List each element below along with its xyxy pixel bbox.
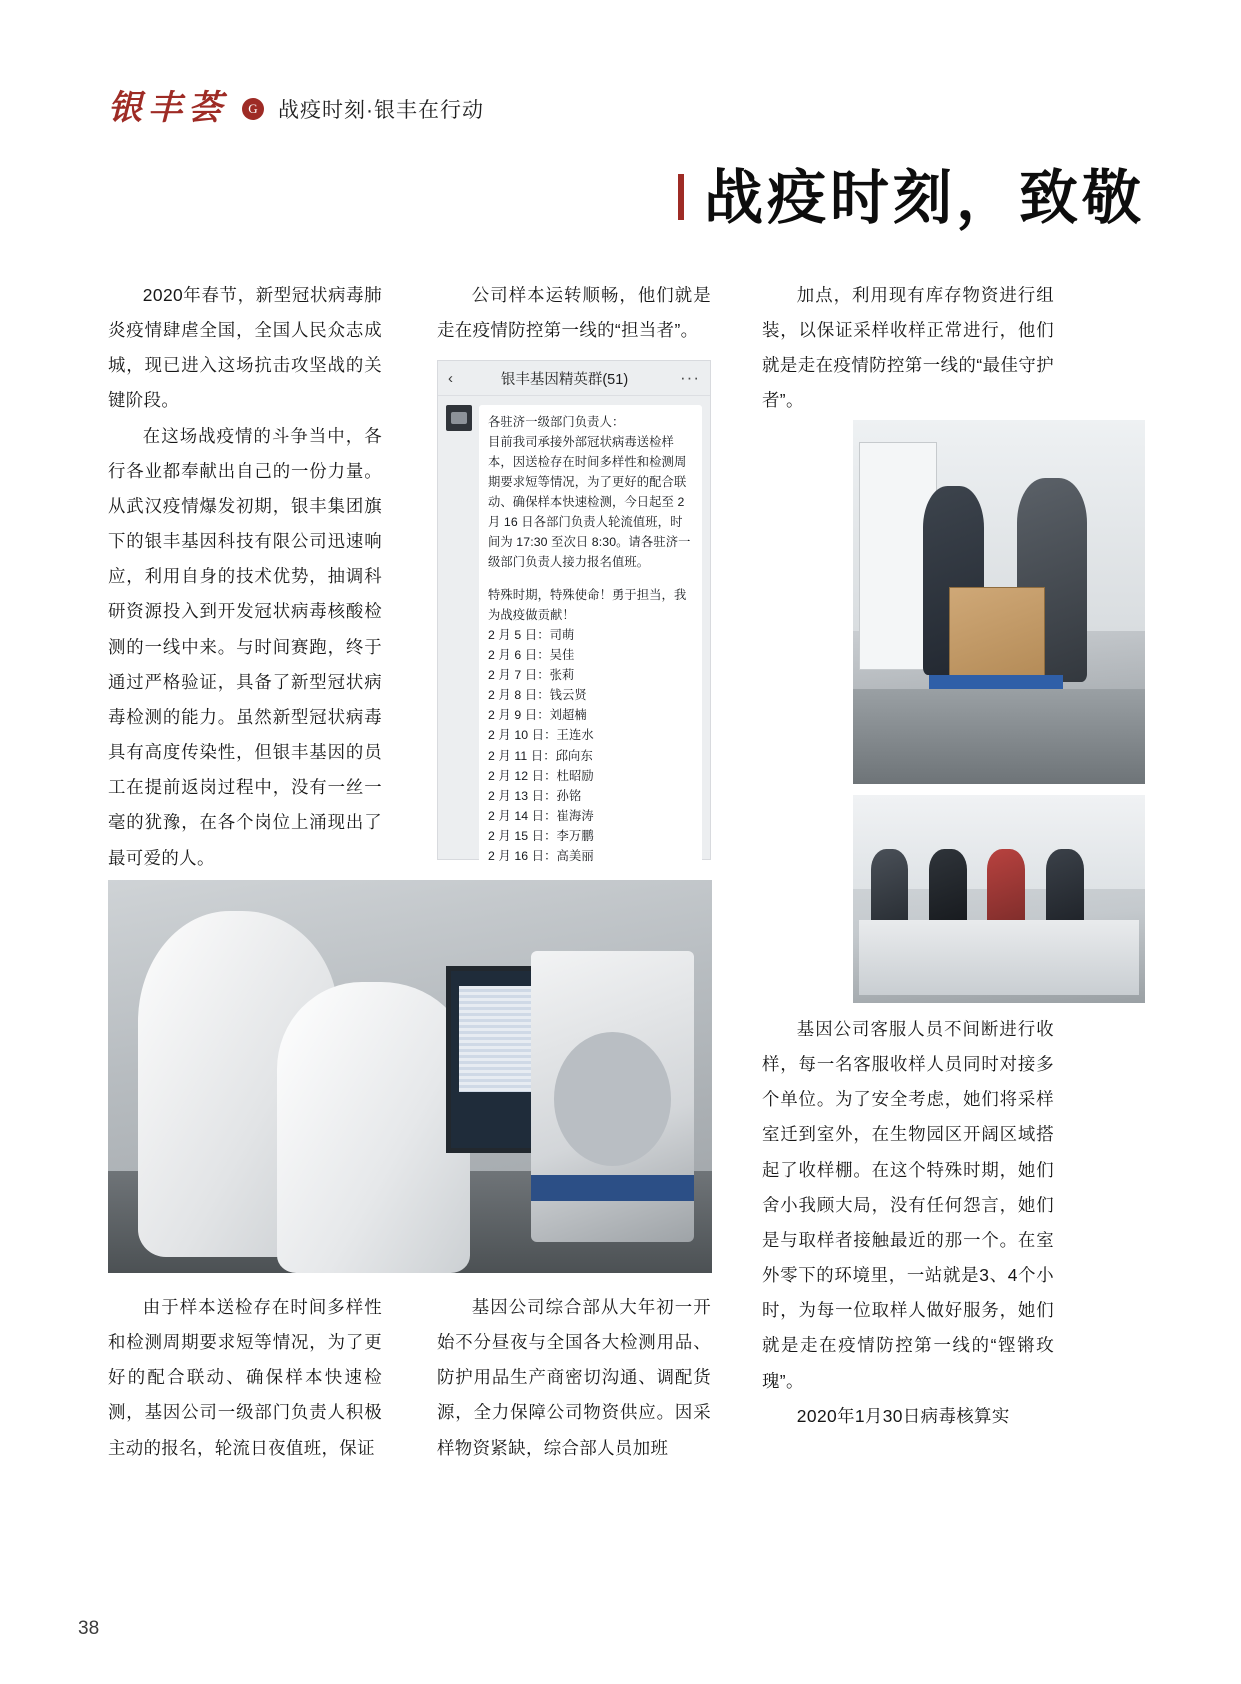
message-body: 目前我司承接外部冠状病毒送检样本，因送检存在时间多样性和检测周期要求短等情况，为了更好的配合联动、确保样本快速检测，今日起至 2 月 16 日各部门负责人轮流值班，时间为 17:30 至次日 8:30。请各驻济一级部门负责人接力报名值班。: [488, 435, 691, 570]
paragraph: 公司样本运转顺畅，他们就是走在疫情防控第一线的“担当者”。: [437, 285, 711, 341]
back-chevron-icon[interactable]: ‹: [448, 369, 453, 387]
page-number: 38: [78, 1618, 100, 1639]
photo-lab-testing: [108, 880, 712, 1273]
column-3-top: [762, 278, 1054, 419]
duty-item: 2 月 15 日：李万鹏: [488, 828, 594, 843]
chat-message-row: [438, 396, 710, 881]
duty-item: 2 月 5 日：司萌: [488, 628, 575, 643]
paragraph: 由于样本送检存在时间多样性和检测周期要求短等情况，为了更好的配合联动、确保样本快速检测，基因公司一级部门负责人积极主动的报名，轮流日夜值班，保证: [108, 1297, 382, 1458]
message-call-to-action: 特殊时期，特殊使命！勇于担当，我为战疫做贡献！: [488, 588, 687, 623]
masthead: [108, 92, 484, 126]
page-title: 战疫时刻，致敬: [703, 165, 1145, 231]
duty-item: 2 月 8 日：钱云贤: [488, 688, 587, 703]
paragraph: 基因公司综合部从大年初一开始不分昼夜与全国各大检测用品、防护用品生产商密切沟通、调配货源，全力保障公司物资供应。因采样物资紧缺，综合部人员加班: [437, 1297, 711, 1458]
column-3-bottom: [762, 1012, 1054, 1434]
logo-badge-icon: G: [242, 98, 264, 120]
more-options-icon[interactable]: ···: [680, 368, 700, 387]
paragraph: 2020年春节，新型冠状病毒肺炎疫情肆虐全国，全国人民众志成城，现已进入这场抗击攻坚战的关键阶段。: [108, 285, 382, 411]
duty-item: 2 月 13 日：孙铭: [488, 788, 582, 803]
avatar: [446, 405, 472, 431]
headline-block: [678, 165, 1145, 231]
chat-header: [438, 361, 710, 396]
column-1-bottom: [108, 1290, 382, 1466]
masthead-subtitle: 战疫时刻·银丰在行动: [278, 99, 484, 122]
column-2-top: [437, 278, 711, 348]
duty-item: 2 月 9 日：刘超楠: [488, 708, 587, 723]
duty-item: 2 月 16 日：高美丽: [488, 848, 594, 863]
publication-logo: 银丰荟: [108, 90, 228, 127]
paragraph: 2020年1月30日病毒核算实: [796, 1405, 1010, 1426]
headline-rule: [678, 174, 684, 220]
duty-item: 2 月 6 日：吴佳: [488, 648, 575, 663]
chat-group-title: 银丰基因精英群(51): [500, 371, 629, 388]
chat-message-bubble: [479, 405, 702, 873]
duty-item: 2 月 12 日：杜昭励: [488, 768, 594, 783]
duty-item: 2 月 11 日：邱向东: [488, 748, 593, 763]
paragraph: 加点，利用现有库存物资进行组装，以保证采样收样正常进行，他们就是走在疫情防控第一线的“最佳守护者”。: [762, 285, 1054, 411]
duty-item: 2 月 7 日：张莉: [488, 668, 575, 683]
column-2-bottom: [437, 1290, 711, 1466]
duty-item: 2 月 10 日：王连水: [488, 728, 594, 743]
photo-packing-supplies: [853, 420, 1145, 784]
paragraph: 基因公司客服人员不间断进行收样，每一名客服收样人员同时对接多个单位。为了安全考虑，她们将采样室迁到室外，在生物园区开阔区域搭起了收样棚。在这个特殊时期，她们舍小我顾大局，没有任何怨言，她们是与取样者接触最近的那一个。在室外零下的环境里，一站就是3、4个小时，为每一位取样人做好服务，她们就是走在疫情防控第一线的“铿锵玫瑰”。: [762, 1019, 1054, 1391]
photo-assembly-team: [853, 795, 1145, 1003]
chat-screenshot: [437, 360, 711, 863]
paragraph: 在这场战疫情的斗争当中，各行各业都奉献出自己的一份力量。从武汉疫情爆发初期，银丰集团旗下的银丰基因科技有限公司迅速响应，利用自身的技术优势，抽调科研资源投入到开发冠状病毒核酸检测的一线中来。与时间赛跑，终于通过严格验证，具备了新型冠状病毒检测的能力。虽然新型冠状病毒具有高度传染性，但银丰基因的员工在提前返岗过程中，没有一丝一毫的犹豫，在各个岗位上涌现出了最可爱的人。: [108, 425, 382, 868]
column-1-top: [108, 278, 382, 876]
duty-item: 2 月 14 日：崔海涛: [488, 808, 594, 823]
message-heading: 各驻济一级部门负责人：: [488, 415, 625, 429]
